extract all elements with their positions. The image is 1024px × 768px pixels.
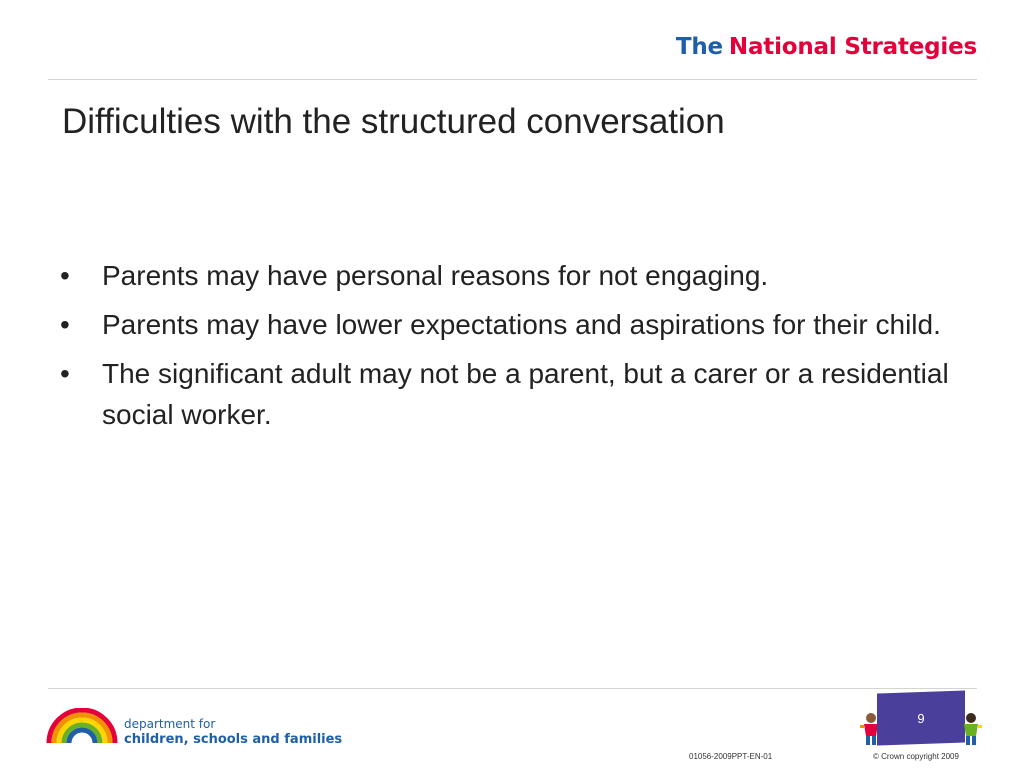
copyright-notice: © Crown copyright 2009: [873, 752, 959, 761]
bullet-marker: •: [60, 358, 70, 389]
bullet-marker: •: [60, 309, 70, 340]
document-reference: 01056-2009PPT-EN-01: [689, 752, 773, 761]
bullet-text: Parents may have personal reasons for not engaging.: [102, 260, 769, 291]
bullet-item: [60, 304, 970, 345]
bullet-text: The significant adult may not be a parent, but a carer or a residential social worker.: [102, 358, 949, 430]
bullet-list: [60, 255, 970, 443]
bullet-text: Parents may have lower expectations and aspirations for their child.: [102, 309, 941, 340]
rainbow-logo-icon: [46, 708, 118, 744]
national-strategies-logo: [676, 34, 977, 60]
bullet-item: [60, 255, 970, 296]
header-divider: [48, 79, 977, 80]
page-number: 9: [917, 710, 925, 727]
page-number-card: [877, 690, 965, 745]
department-line2: children, schools and families: [124, 732, 343, 747]
bullet-marker: •: [60, 260, 70, 291]
department-logo-text: [124, 716, 342, 748]
footer-divider: [48, 688, 977, 689]
slide-title: Difficulties with the structured conversation: [62, 102, 725, 141]
bullet-item: [60, 353, 970, 435]
department-line1: department for: [124, 717, 216, 731]
brand-the: The: [675, 34, 723, 60]
child-figure-right-icon: [960, 712, 982, 751]
brand-name: National Strategies: [728, 34, 977, 60]
